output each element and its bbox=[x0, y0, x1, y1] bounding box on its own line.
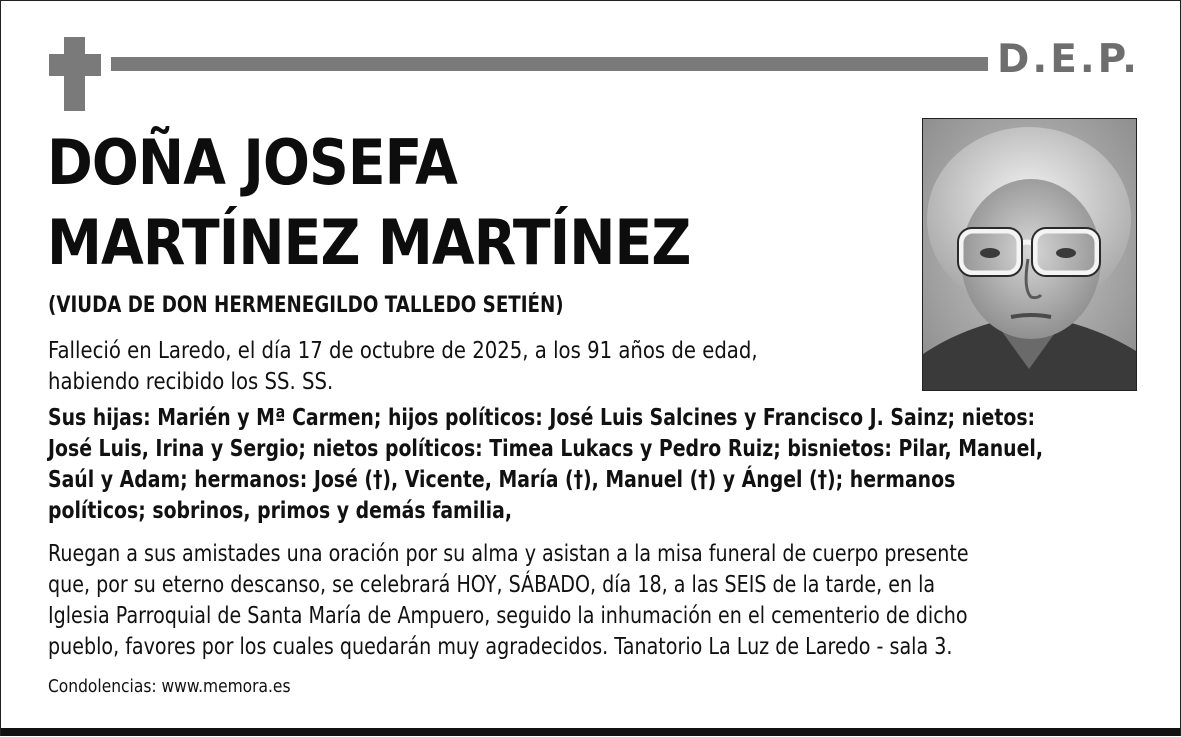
dep-label: D.E.P. bbox=[997, 37, 1140, 82]
portrait-photo bbox=[922, 118, 1137, 391]
funeral-line: pueblo, favores por los cuales quedarán muy agradecidos. Tanatorio La Luz de Laredo - sala 3. bbox=[48, 634, 953, 660]
funeral-details bbox=[48, 539, 1119, 663]
death-notice bbox=[48, 336, 860, 398]
cross-icon bbox=[49, 37, 101, 111]
family-line: políticos; sobrinos, primos y demás familia, bbox=[48, 498, 512, 524]
funeral-line: Ruegan a sus amistades una oración por su alma y asistan a la misa funeral de cuerpo presente bbox=[48, 541, 969, 567]
condolences-link[interactable]: Condolencias: www.memora.es bbox=[48, 676, 291, 697]
family-line: Sus hijas: Marién y Mª Carmen; hijos políticos: José Luis Salcines y Francisco J. Sainz; nietos: bbox=[48, 405, 1036, 431]
header-rule bbox=[111, 57, 988, 71]
widow-of-text: (VIUDA DE DON HERMENEGILDO TALLEDO SETIÉN) bbox=[48, 293, 564, 318]
funeral-line: que, por su eterno descanso, se celebrará HOY, SÁBADO, día 18, a las SEIS de la tarde, en la bbox=[48, 572, 936, 598]
family-list bbox=[48, 403, 1098, 527]
family-line: Saúl y Adam; hermanos: José (†), Vicente, María (†), Manuel (†) y Ángel (†); hermanos bbox=[48, 467, 956, 493]
name-line-2: MARTÍNEZ MARTÍNEZ bbox=[47, 206, 691, 279]
bottom-border bbox=[1, 728, 1180, 736]
deceased-name bbox=[47, 123, 812, 283]
death-notice-line: habiendo recibido los SS. SS. bbox=[48, 369, 334, 395]
death-notice-line: Falleció en Laredo, el día 17 de octubre de 2025, a los 91 años de edad, bbox=[48, 338, 758, 364]
name-line-1: DOÑA JOSEFA bbox=[47, 126, 457, 199]
family-line: José Luis, Irina y Sergio; nietos políticos: Timea Lukacs y Pedro Ruiz; bisnietos: Pilar, Manuel, bbox=[48, 436, 1044, 462]
funeral-line: Iglesia Parroquial de Santa María de Ampuero, seguido la inhumación en el cementerio de dicho bbox=[48, 603, 968, 629]
